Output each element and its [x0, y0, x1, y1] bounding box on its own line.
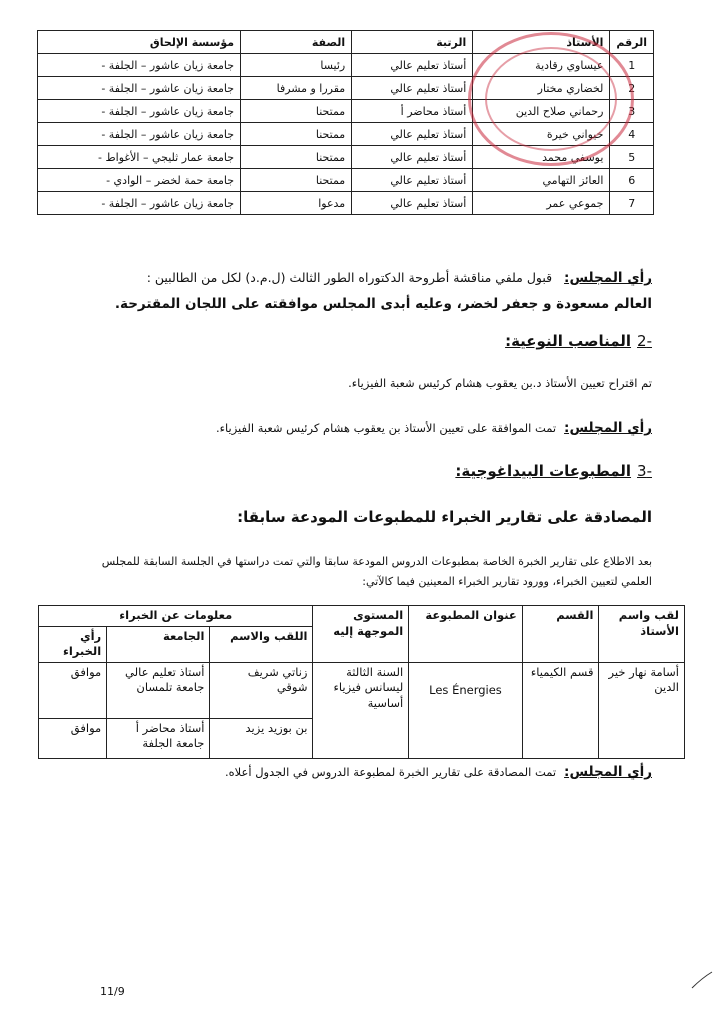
- section-title: المناصب النوعية:: [505, 332, 632, 350]
- expert-university: أستاذ محاضر أ جامعة الجلفة: [107, 718, 210, 758]
- professor-institution: جامعة زيان عاشور – الجلفة -: [38, 100, 241, 123]
- council-label: رأي المجلس:: [564, 270, 652, 286]
- committee-header-row: [38, 31, 654, 54]
- professor-rank: أستاذ تعليم عالي: [352, 146, 473, 169]
- council-label: رأي المجلس:: [564, 420, 652, 436]
- committee-header-role: الصفة: [241, 31, 352, 54]
- council-opinion-1: [115, 268, 652, 315]
- table-row: [38, 100, 654, 123]
- experts-header-author: لقب واسم الأستاذ: [599, 606, 685, 663]
- experts-table: [38, 605, 685, 759]
- professor-institution: جامعة زيان عاشور – الجلفة -: [38, 123, 241, 146]
- table-row: [38, 54, 654, 77]
- committee-header-number: الرقم: [610, 31, 654, 54]
- expert-name: بن بوزيد يزيد: [210, 718, 313, 758]
- section-2-text: تم اقتراح تعيين الأستاذ د.بن يعقوب هشام كرئيس شعبة الفيزياء.: [348, 376, 652, 390]
- section-title: المطبوعات البيداغوجية:: [455, 462, 632, 480]
- professor-rank: أستاذ تعليم عالي: [352, 192, 473, 215]
- professor-name: رحماني صلاح الدين: [473, 100, 610, 123]
- professor-role: ممتحنا: [241, 123, 352, 146]
- experts-header-level: المستوى الموجهة إليه: [313, 606, 409, 663]
- professor-rank: أستاذ محاضر أ: [352, 100, 473, 123]
- row-number: 4: [610, 123, 654, 146]
- experts-header-title: عنوان المطبوعة: [409, 606, 523, 663]
- row-number: 1: [610, 54, 654, 77]
- professor-institution: جامعة زيان عاشور – الجلفة -: [38, 77, 241, 100]
- row-number: 6: [610, 169, 654, 192]
- publication-title: Les Énergies: [409, 662, 523, 758]
- section-2-heading: [505, 332, 652, 350]
- experts-header-university: الجامعة: [107, 626, 210, 662]
- professor-institution: جامعة زيان عاشور – الجلفة -: [38, 54, 241, 77]
- section-number: -3: [637, 462, 652, 480]
- professor-role: رئيسا: [241, 54, 352, 77]
- professor-institution: جامعة حمة لخضر – الوادي -: [38, 169, 241, 192]
- experts-header-dept: القسم: [522, 606, 599, 663]
- row-number: 3: [610, 100, 654, 123]
- publication-author: أسامة نهار خير الدين: [599, 662, 685, 758]
- section-3-heading: [455, 462, 652, 480]
- section-3-subheading: المصادقة على تقارير الخبراء للمطبوعات المودعة سابقا:: [237, 508, 652, 526]
- professor-name: جموعي عمر: [473, 192, 610, 215]
- expert-name: زناتي شريف شوقي: [210, 662, 313, 718]
- paragraph-line: بعد الاطلاع على تقارير الخبرة الخاصة بمطبوعات الدروس المودعة سابقا والتي تمت دراستها في الجلسة السابقة للمجلس: [101, 555, 652, 568]
- professor-role: ممتحنا: [241, 100, 352, 123]
- section-3-paragraph: [102, 552, 652, 592]
- professor-rank: أستاذ تعليم عالي: [352, 169, 473, 192]
- committee-table: [37, 30, 654, 215]
- expert-university: أستاذ تعليم عالي جامعة تلمسان: [107, 662, 210, 718]
- experts-header-name: اللقب والاسم: [210, 626, 313, 662]
- section-number: -2: [637, 332, 652, 350]
- professor-role: ممتحنا: [241, 169, 352, 192]
- publication-dept: قسم الكيمياء: [522, 662, 599, 758]
- committee-header-rank: الرتبة: [352, 31, 473, 54]
- experts-header-info: معلومات عن الخبراء: [39, 606, 313, 627]
- table-row: [38, 146, 654, 169]
- professor-rank: أستاذ تعليم عالي: [352, 77, 473, 100]
- professor-role: مدعوا: [241, 192, 352, 215]
- table-row: [38, 77, 654, 100]
- professor-name: يوسفي محمد: [473, 146, 610, 169]
- professor-name: خيواني خيرة: [473, 123, 610, 146]
- professor-institution: جامعة زيان عاشور – الجلفة -: [38, 192, 241, 215]
- professor-name: العائز التهامي: [473, 169, 610, 192]
- committee-header-professor: الأستاذ: [473, 31, 610, 54]
- expert-opinion: موافق: [39, 662, 107, 718]
- committee-header-institution: مؤسسة الإلحاق: [38, 31, 241, 54]
- paragraph-line: العلمي لتعيين الخبراء، وورود تقارير الخبراء المعينين فيما كالآتي:: [362, 574, 652, 588]
- professor-name: لخضاري مختار: [473, 77, 610, 100]
- row-number: 7: [610, 192, 654, 215]
- professor-role: ممتحنا: [241, 146, 352, 169]
- council-text: تمت المصادقة على تقارير الخبرة لمطبوعة الدروس في الجدول أعلاه.: [224, 765, 557, 779]
- council-text: قبول ملفي مناقشة أطروحة الدكتوراه الطور الثالث (ل.م.د) لكل من الطالبين :: [146, 270, 553, 285]
- table-row: [39, 662, 685, 718]
- professor-name: عيساوي رقادية: [473, 54, 610, 77]
- council-opinion-1-line1: [115, 268, 652, 290]
- table-row: [38, 123, 654, 146]
- table-row: [38, 192, 654, 215]
- professor-institution: جامعة عمار ثليجي – الأغواط -: [38, 146, 241, 169]
- council-opinion-1-line2: العالم مسعودة و جعفر لخضر، وعليه أبدى المجلس موافقته على اللجان المقترحة.: [114, 295, 652, 312]
- row-number: 5: [610, 146, 654, 169]
- experts-header-opinion: رأي الخبراء: [39, 626, 107, 662]
- council-text: تمت الموافقة على تعيين الأستاذ بن يعقوب هشام كرئيس شعبة الفيزياء.: [215, 421, 557, 435]
- corner-scribble-icon: [690, 970, 714, 990]
- professor-role: مقررا و مشرفا: [241, 77, 352, 100]
- expert-opinion: موافق: [39, 718, 107, 758]
- publication-level: السنة الثالثة ليسانس فيزياء أساسية: [313, 662, 409, 758]
- council-label: رأي المجلس:: [564, 764, 652, 780]
- experts-header-row: [39, 606, 685, 627]
- row-number: 2: [610, 77, 654, 100]
- council-opinion-2: [216, 418, 652, 440]
- professor-rank: أستاذ تعليم عالي: [352, 123, 473, 146]
- table-row: [38, 169, 654, 192]
- professor-rank: أستاذ تعليم عالي: [352, 54, 473, 77]
- page-number: 11/9: [100, 985, 125, 998]
- council-opinion-3: [225, 762, 652, 784]
